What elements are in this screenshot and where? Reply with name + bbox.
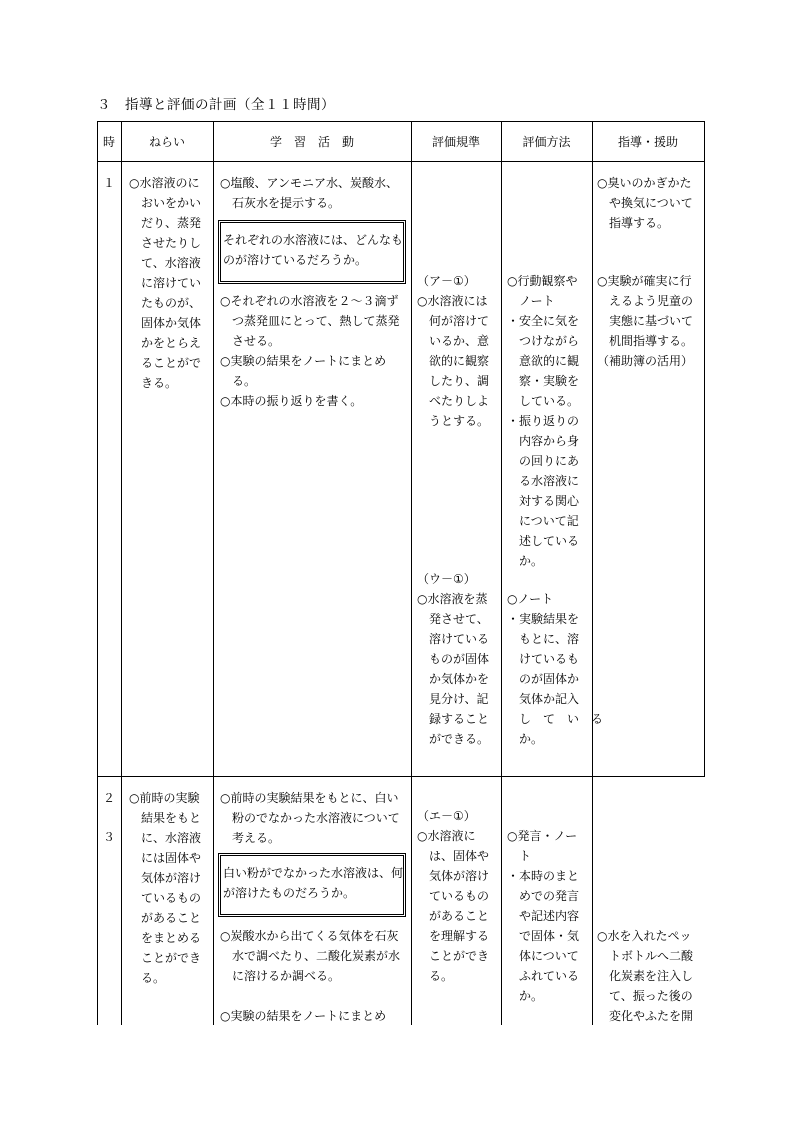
column-border	[592, 121, 593, 1025]
row1-aim: ○水溶液のに おいをかい だり、蒸発 させたりし て、水溶液 に溶けてい たものが、 固体か気体 かをとらえ ることがで きる。	[129, 176, 202, 390]
row2-activity-question-box: 白い粉がでなかった水溶液は、何 が溶けたものだろうか。	[218, 853, 406, 917]
header-bottom-border	[97, 161, 705, 162]
row2-method-1: ○発言・ノー ト ・本時のまと めでの発言 や記述内容 で固体・気 体について ふれている か。	[507, 829, 580, 1003]
header-time: 時	[102, 134, 115, 149]
row1-support-1: ○臭いのかぎかた や換気について 指導する。	[597, 176, 693, 230]
column-border	[704, 121, 705, 776]
row1-activity-bottom: ○それぞれの水溶液を２～３滴ず つ蒸発皿にとって、熱して蒸発 させる。 ○実験の結果をノートにまとめ る。 ○本時の振り返りを書く。	[220, 294, 400, 408]
row1-criteria-2: （ウ－①） ○水溶液を蒸 発させて、 溶けている ものが固体 か気体かを 見分け、記 録すること ができる。	[417, 572, 490, 746]
row1-activity-question-box: それぞれの水溶液には、どんなも のが溶けているだろうか。	[218, 220, 406, 284]
row1-time: １	[103, 176, 116, 190]
row2-activity-bottom: ○炭酸水から出てくる気体を石灰 水で調べたり、二酸化炭素が水 に溶けるか調べる。 ○実験の結果をノートにまとめ	[220, 929, 401, 1023]
header-activity: 学 習 活 動	[269, 134, 354, 149]
row1-support-2: ○実験が確実に行 えるよう児童の 実態に基づいて 机間指導する。 （補助簿の活用）	[597, 274, 694, 368]
column-border	[121, 121, 122, 1025]
column-border	[501, 121, 502, 1025]
header-method: 評価方法	[522, 134, 571, 149]
header-criteria: 評価規準	[431, 134, 480, 149]
column-border	[97, 121, 98, 1025]
row2-criteria-1: （エ－①） ○水溶液に は、固体や 気体が溶け ているもの があること を理解する ことができ る。	[417, 809, 490, 983]
header-support: 指導・援助	[617, 134, 678, 149]
column-border	[213, 121, 214, 1025]
row1-criteria-1: （ア－①） ○水溶液には 何が溶けて いるか、意 欲的に観察 したり、調 べたりしよ うとする。	[417, 274, 490, 428]
row2-time-start: ２	[103, 791, 116, 805]
row1-method-1: ○行動観察や ノート ・安全に気を つけながら 意欲的に観 察・実験を している。 ・振り返りの 内容から身 の回りにあ る水溶液に 対する関心 について記 述している か。	[507, 274, 580, 568]
section-heading: ３ 指導と評価の計画（全１１時間）	[97, 97, 335, 113]
row-divider	[97, 776, 705, 777]
row2-activity-top: ○前時の実験結果をもとに、白い 粉のでなかった水溶液について 考える。	[220, 791, 400, 845]
row2-support-1: ○水を入れたペッ トボトルへ二酸 化炭素を注入し て、振った後の 変化やふたを開	[597, 929, 694, 1023]
header-aim: ねらい	[148, 134, 185, 149]
row1-method-2: ○ノート ・実験結果を もとに、溶 けているも のが固体か 気体か記入 し て い る か。	[507, 592, 604, 746]
column-border	[411, 121, 412, 1025]
row2-aim: ○前時の実験 結果をもと に、水溶液 には固体や 気体が溶け ているもの があること をまとめる ことができ る。	[129, 791, 202, 985]
row2-time-end: ３	[103, 830, 116, 844]
row1-activity-top: ○塩酸、アンモニア水、炭酸水、 石灰水を提示する。	[220, 176, 398, 210]
